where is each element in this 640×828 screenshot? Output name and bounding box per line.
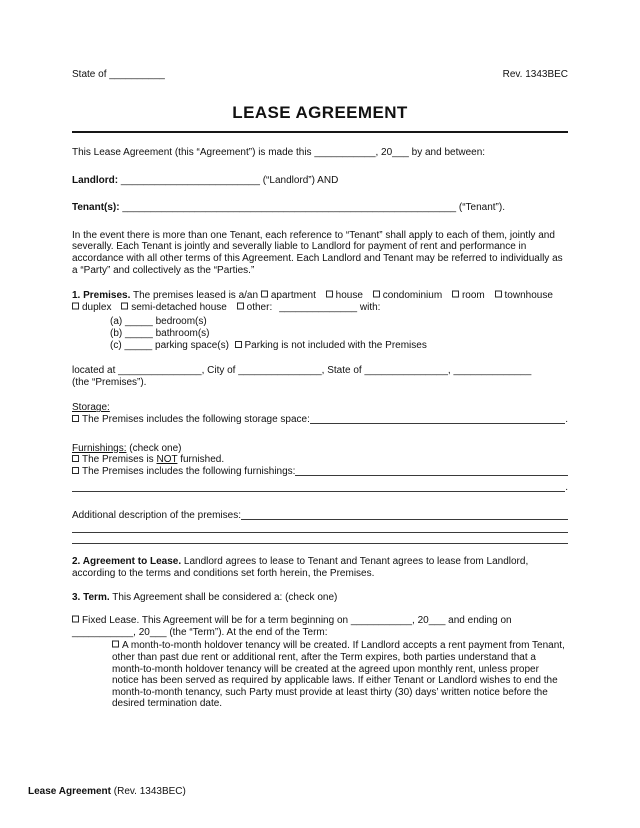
parties-paragraph: In the event there is more than one Tenant, each reference to “Tenant” shall apply to each of them, jointly and severally. Each Tenant is jointly and severally liable to Landlord for payment of rent and performance in accordance with all other terms of this Agreement. Each Landlord and Tenant may be referred to individually as a “Party” and collectively as the “Parties.” xyxy=(72,229,563,276)
intro-paragraph: This Lease Agreement (this “Agreement”) is made this ___________, 20___ by and between: xyxy=(72,147,486,158)
term-paragraph xyxy=(72,592,568,604)
option-label: townhouse xyxy=(504,290,553,302)
landlord-blank: _________________________ xyxy=(120,174,260,186)
with-label: with: xyxy=(359,301,381,313)
blank-line xyxy=(72,533,568,545)
parking-row xyxy=(110,340,568,352)
checkbox-icon[interactable] xyxy=(72,415,79,422)
agreement-heading: 2. Agreement to Lease. xyxy=(72,556,182,568)
checkbox-icon[interactable] xyxy=(373,291,380,298)
not-furnished-row xyxy=(72,454,568,466)
agreement-text: Landlord agrees to lease to Tenant and Tenant agrees to lease from Landlord, according to the terms and conditions set forth herein, the Premises. xyxy=(72,556,529,580)
option-label: duplex xyxy=(82,301,112,313)
fixed-lease-paragraph xyxy=(72,615,568,638)
document-title: LEASE AGREEMENT xyxy=(232,103,408,122)
additional-description-row xyxy=(72,510,568,522)
holdover-paragraph xyxy=(112,640,568,710)
revision-label: Rev. 1343BEC xyxy=(502,69,568,80)
checkbox-icon[interactable] xyxy=(452,291,459,298)
checkbox-icon[interactable] xyxy=(237,302,244,309)
holdover-text: A month-to-month holdover tenancy will be created. If Landlord accepts a rent payment from Tenant, other than past due rent or additional rent, after the Term expires, both parties understand that a month-to-month holdover tenancy will be created at the agreed upon monthly rent, unless proper notice has been served as required by applicable laws. If either Tenant or Landlord wishes to end the month-to-month tenancy, such Party must provide at least thirty (30) days’ written notice before the desired termination date. xyxy=(112,640,565,710)
not-furnished-pre: The Premises is xyxy=(82,454,154,466)
furnishings-suffix: . xyxy=(565,482,568,494)
located-line: located at _______________, City of _______________, State of _______________, ______________ xyxy=(72,365,532,377)
title-divider xyxy=(72,131,568,133)
checkbox-icon[interactable] xyxy=(235,341,242,348)
term-text: This Agreement shall be considered a: (check one) xyxy=(112,591,338,603)
furnishings-label: The Premises includes the following furnishings: xyxy=(82,465,296,477)
tenant-suffix: (“Tenant”). xyxy=(458,202,505,214)
storage-heading: Storage: xyxy=(72,402,110,414)
tenant-line xyxy=(72,202,568,214)
option-duplex xyxy=(72,302,111,314)
storage-checkbox-row xyxy=(72,414,568,426)
checkbox-icon[interactable] xyxy=(72,467,79,474)
checkbox-icon[interactable] xyxy=(72,302,79,309)
option-condominium xyxy=(373,290,442,302)
storage-suffix: . xyxy=(565,413,568,425)
option-label: house xyxy=(335,290,363,302)
checkbox-icon[interactable] xyxy=(326,291,333,298)
state-of-line: State of __________ xyxy=(72,69,165,80)
fixed-lease-text: Fixed Lease. This Agreement will be for a term beginning on ___________, 20___ and ending on ___________, 20___ (the “Term”). At the end of the Term: xyxy=(72,615,512,638)
bedrooms-row: (a) _____ bedroom(s) xyxy=(110,316,207,328)
option-label: semi-detached house xyxy=(131,301,227,313)
blank-line xyxy=(72,491,565,492)
tenant-blank: ____________________________________________________________ xyxy=(122,202,457,214)
furnishings-row xyxy=(72,466,568,478)
tenant-label: Tenant(s): xyxy=(72,202,120,214)
option-house xyxy=(326,290,363,302)
option-townhouse xyxy=(495,290,553,302)
furnishings-continuation-row xyxy=(72,482,568,494)
premises-defined-line: (the “Premises”). xyxy=(72,376,147,388)
term-heading: 3. Term. xyxy=(72,591,110,603)
agreement-to-lease-paragraph xyxy=(72,556,568,579)
premises-lead: The premises leased is a/an xyxy=(132,290,259,302)
premises-paragraph xyxy=(72,290,568,313)
option-label: apartment xyxy=(270,290,316,302)
checkbox-icon[interactable] xyxy=(72,455,79,462)
not-furnished-post: furnished. xyxy=(180,454,225,466)
other-blank: ______________ xyxy=(279,301,358,313)
blank-line xyxy=(295,475,568,476)
furnishings-note: (check one) xyxy=(129,442,182,454)
page-header xyxy=(72,69,568,81)
blank-line xyxy=(241,519,568,520)
parking-not-included-label: Parking is not included with the Premises xyxy=(244,339,427,351)
option-label: room xyxy=(461,290,485,302)
option-apartment xyxy=(261,290,316,302)
storage-label: The Premises includes the following storage space: xyxy=(82,413,310,425)
blank-line xyxy=(72,521,568,533)
option-semi-detached-house xyxy=(121,302,227,314)
checkbox-icon[interactable] xyxy=(112,641,119,648)
footer-title: Lease Agreement xyxy=(28,786,111,797)
furnishings-heading: Furnishings: (check one) xyxy=(72,442,182,454)
page-footer xyxy=(28,786,186,798)
landlord-label: Landlord: xyxy=(72,174,119,186)
landlord-line xyxy=(72,175,568,187)
footer-revision: (Rev. 1343BEC) xyxy=(111,786,186,797)
checkbox-icon[interactable] xyxy=(72,616,79,623)
option-other xyxy=(237,302,273,314)
option-label: condominium xyxy=(382,290,443,302)
option-label: other: xyxy=(246,301,273,313)
parking-text: (c) _____ parking space(s) xyxy=(110,339,229,351)
checkbox-icon[interactable] xyxy=(121,302,128,309)
bathrooms-row: (b) _____ bathroom(s) xyxy=(110,327,210,339)
additional-description-label: Additional description of the premises: xyxy=(72,509,241,521)
checkbox-icon[interactable] xyxy=(495,291,502,298)
option-room xyxy=(452,290,485,302)
premises-heading: 1. Premises. xyxy=(72,290,131,302)
landlord-suffix: (“Landlord”) AND xyxy=(262,174,339,186)
blank-line xyxy=(310,423,565,424)
checkbox-icon[interactable] xyxy=(261,291,268,298)
not-word: NOT xyxy=(156,454,178,466)
